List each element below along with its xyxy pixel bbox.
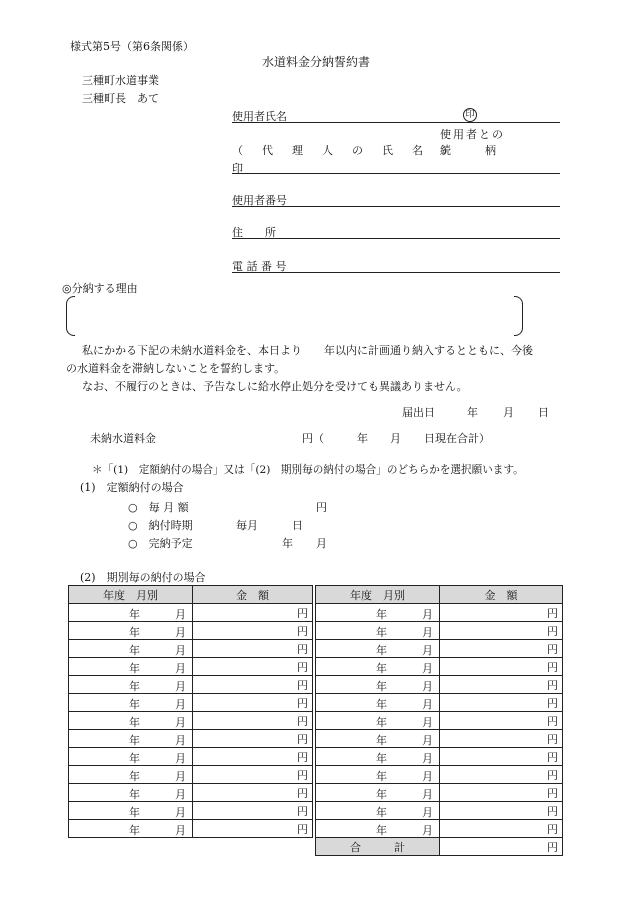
amount-yen: 円 <box>297 624 308 638</box>
total-label: 合 計 <box>316 838 440 856</box>
reason-bracket-left <box>66 296 75 336</box>
amount-yen: 円 <box>547 714 558 728</box>
amount-cell[interactable] <box>193 640 313 658</box>
amount-yen: 円 <box>547 768 558 782</box>
period-year: 年 <box>129 626 140 639</box>
period-month: 月 <box>175 734 186 747</box>
table-row <box>69 604 313 622</box>
timing-every: 毎月 <box>236 519 258 532</box>
period-year: 年 <box>376 680 387 693</box>
amount-yen: 円 <box>297 750 308 764</box>
amount-yen: 円 <box>547 822 558 836</box>
amount-cell[interactable] <box>440 676 563 694</box>
amount-cell[interactable] <box>193 784 313 802</box>
period-year: 年 <box>376 698 387 711</box>
table-row <box>316 640 563 658</box>
amount-yen: 円 <box>297 660 308 674</box>
period-month: 月 <box>422 698 433 711</box>
period-cell[interactable] <box>69 802 193 820</box>
amount-yen: 円 <box>547 642 558 656</box>
period-month: 月 <box>175 662 186 675</box>
table-row <box>69 766 313 784</box>
period-cell[interactable] <box>316 658 440 676</box>
amount-cell[interactable] <box>193 712 313 730</box>
period-month: 月 <box>422 716 433 729</box>
unpaid-month: 月 <box>390 432 401 445</box>
period-year: 年 <box>376 626 387 639</box>
table-row <box>316 658 563 676</box>
period-cell[interactable] <box>69 730 193 748</box>
period-year: 年 <box>376 752 387 765</box>
period-month: 月 <box>422 644 433 657</box>
table-row <box>69 802 313 820</box>
table-row <box>69 784 313 802</box>
timing-day: 日 <box>292 519 303 532</box>
period-cell[interactable] <box>316 604 440 622</box>
amount-cell[interactable] <box>440 784 563 802</box>
amount-cell[interactable] <box>193 676 313 694</box>
table-row <box>316 712 563 730</box>
unpaid-year: 年 <box>357 432 368 445</box>
amount-yen: 円 <box>547 624 558 638</box>
amount-yen: 円 <box>547 750 558 764</box>
period-cell[interactable] <box>69 622 193 640</box>
period-month: 月 <box>422 680 433 693</box>
period-cell[interactable] <box>316 820 440 838</box>
period-year: 年 <box>129 698 140 711</box>
unpaid-yen: 円（ <box>302 432 324 445</box>
period-year: 年 <box>129 788 140 801</box>
period-month: 月 <box>175 788 186 801</box>
amount-cell[interactable] <box>193 604 313 622</box>
relation-label-2: 続 柄 <box>440 144 500 157</box>
period-month: 月 <box>422 734 433 747</box>
period-month: 月 <box>422 608 433 621</box>
period-cell[interactable] <box>316 730 440 748</box>
period-month: 月 <box>175 752 186 765</box>
form-number: 様式第5号（第6条関係） <box>70 40 194 53</box>
address-field[interactable] <box>232 238 560 239</box>
unpaid-as-of: 日現在合計） <box>424 432 490 445</box>
amount-yen: 円 <box>547 606 558 620</box>
period-year: 年 <box>129 644 140 657</box>
period-cell[interactable] <box>316 784 440 802</box>
period-cell[interactable] <box>69 820 193 838</box>
period-year: 年 <box>376 734 387 747</box>
period-month: 月 <box>175 716 186 729</box>
period-cell[interactable] <box>69 694 193 712</box>
period-month: 月 <box>175 806 186 819</box>
period-year: 年 <box>376 788 387 801</box>
period-year: 年 <box>376 608 387 621</box>
addressee-org: 三種町水道事業 <box>82 74 159 87</box>
submission-year: 年 <box>467 406 478 419</box>
total-amount-cell[interactable] <box>440 838 563 856</box>
amount-cell[interactable] <box>193 748 313 766</box>
user-name-field[interactable] <box>232 122 560 123</box>
amount-cell[interactable] <box>440 622 563 640</box>
reason-field[interactable] <box>76 296 516 334</box>
monthly-amount-label: ○ 毎 月 額 <box>128 501 189 514</box>
period-cell[interactable] <box>69 640 193 658</box>
amount-cell[interactable] <box>440 820 563 838</box>
selection-note: ＊「(1) 定額納付の場合」又は「(2) 期別毎の納付の場合」のどちらかを選択願います。 <box>92 464 524 476</box>
address-label: 住 所 <box>232 226 276 239</box>
table-row <box>69 820 313 838</box>
table-row <box>69 694 313 712</box>
table-row <box>69 622 313 640</box>
period-month: 月 <box>422 788 433 801</box>
period-month: 月 <box>175 626 186 639</box>
amount-cell[interactable] <box>440 604 563 622</box>
period-month: 月 <box>175 680 186 693</box>
period-cell[interactable] <box>316 622 440 640</box>
completion-year: 年 <box>282 537 293 550</box>
table-row <box>316 766 563 784</box>
period-cell[interactable] <box>316 712 440 730</box>
user-name-label: 使用者氏名 <box>232 110 287 123</box>
period-cell[interactable] <box>69 784 193 802</box>
period-cell[interactable] <box>69 712 193 730</box>
period-year: 年 <box>376 644 387 657</box>
amount-yen: 円 <box>297 714 308 728</box>
period-month: 月 <box>175 644 186 657</box>
period-cell[interactable] <box>69 604 193 622</box>
period-year: 年 <box>129 662 140 675</box>
period-month: 月 <box>422 662 433 675</box>
table-row <box>69 658 313 676</box>
period-cell[interactable] <box>69 658 193 676</box>
phone-label: 電 話 番 号 <box>232 260 287 273</box>
submission-month: 月 <box>503 406 514 419</box>
amount-cell[interactable] <box>193 766 313 784</box>
periodic-heading: (2) 期別毎の納付の場合 <box>80 571 206 584</box>
amount-cell[interactable] <box>193 730 313 748</box>
period-cell[interactable] <box>69 766 193 784</box>
table-row <box>69 640 313 658</box>
unpaid-label: 未納水道料金 <box>90 432 156 445</box>
submission-date-label: 届出日 <box>402 406 435 419</box>
period-year: 年 <box>129 824 140 837</box>
period-year: 年 <box>129 752 140 765</box>
period-cell[interactable] <box>69 748 193 766</box>
amount-cell[interactable] <box>440 730 563 748</box>
table-row <box>69 712 313 730</box>
table-row <box>69 676 313 694</box>
period-cell[interactable] <box>316 766 440 784</box>
amount-cell[interactable] <box>440 712 563 730</box>
completion-label: ○ 完納予定 <box>128 537 193 550</box>
amount-cell[interactable] <box>193 658 313 676</box>
period-cell[interactable] <box>316 802 440 820</box>
amount-yen: 円 <box>547 696 558 710</box>
completion-month: 月 <box>316 537 327 550</box>
period-month: 月 <box>422 824 433 837</box>
table-row <box>316 802 563 820</box>
period-month: 月 <box>175 770 186 783</box>
period-year: 年 <box>129 608 140 621</box>
amount-cell[interactable] <box>440 766 563 784</box>
relation-label: 使用者との <box>440 128 505 141</box>
period-year: 年 <box>376 662 387 675</box>
pledge-line-2: の水道料金を滞納しないことを誓約します。 <box>66 362 286 375</box>
reason-bracket-right <box>514 296 523 336</box>
period-cell[interactable] <box>69 676 193 694</box>
table-row <box>316 820 563 838</box>
amount-yen: 円 <box>547 804 558 818</box>
amount-yen: 円 <box>297 786 308 800</box>
period-month: 月 <box>422 626 433 639</box>
period-month: 月 <box>175 608 186 621</box>
table-row <box>69 730 313 748</box>
amount-cell[interactable] <box>193 694 313 712</box>
amount-cell[interactable] <box>193 802 313 820</box>
submission-day: 日 <box>538 406 549 419</box>
amount-yen: 円 <box>297 768 308 782</box>
periodic-table-left <box>68 585 313 838</box>
period-year: 年 <box>376 824 387 837</box>
period-year: 年 <box>129 680 140 693</box>
amount-cell[interactable] <box>440 748 563 766</box>
total-yen: 円 <box>547 840 558 854</box>
period-month: 月 <box>175 824 186 837</box>
amount-yen: 円 <box>297 642 308 656</box>
agent-name-field[interactable] <box>232 173 560 174</box>
period-cell[interactable] <box>316 694 440 712</box>
period-cell[interactable] <box>316 748 440 766</box>
amount-cell[interactable] <box>193 820 313 838</box>
period-year: 年 <box>376 770 387 783</box>
col-period-header: 年度 月別 <box>316 586 440 604</box>
period-year: 年 <box>129 734 140 747</box>
amount-yen: 円 <box>547 732 558 746</box>
period-month: 月 <box>422 770 433 783</box>
table-row <box>316 748 563 766</box>
table-row <box>69 748 313 766</box>
agent-seal: 印 <box>232 162 243 175</box>
table-row <box>316 676 563 694</box>
agent-name-label: （ 代 理 人 の 氏 名 ） <box>232 144 457 157</box>
period-year: 年 <box>376 716 387 729</box>
monthly-amount-yen: 円 <box>316 501 327 514</box>
col-amount-header: 金 額 <box>440 586 563 604</box>
table-row <box>316 622 563 640</box>
period-year: 年 <box>129 770 140 783</box>
col-period-header: 年度 月別 <box>69 586 193 604</box>
amount-yen: 円 <box>297 606 308 620</box>
period-month: 月 <box>422 806 433 819</box>
timing-label: ○ 納付時期 <box>128 519 193 532</box>
fixed-heading: (1) 定額納付の場合 <box>80 481 184 494</box>
period-year: 年 <box>376 806 387 819</box>
period-cell[interactable] <box>316 640 440 658</box>
amount-cell[interactable] <box>193 622 313 640</box>
table-row <box>316 604 563 622</box>
page-title: 水道料金分納誓約書 <box>262 55 371 69</box>
amount-yen: 円 <box>297 822 308 836</box>
amount-yen: 円 <box>547 678 558 692</box>
amount-yen: 円 <box>297 732 308 746</box>
period-cell[interactable] <box>316 676 440 694</box>
addressee-head: 三種町長 あて <box>82 92 159 105</box>
col-amount-header: 金 額 <box>193 586 313 604</box>
amount-cell[interactable] <box>440 640 563 658</box>
amount-yen: 円 <box>547 786 558 800</box>
phone-field[interactable] <box>232 272 560 273</box>
pledge-line-1: 私にかかる下記の未納水道料金を、本日より 年以内に計画通り納入するとともに、今後 <box>82 344 533 357</box>
table-row <box>316 730 563 748</box>
user-number-label: 使用者番号 <box>232 194 287 207</box>
period-year: 年 <box>129 806 140 819</box>
amount-cell[interactable] <box>440 658 563 676</box>
periodic-table-right <box>315 585 563 856</box>
pledge-line-3: なお、不履行のときは、予告なしに給水停止処分を受けても異議ありません。 <box>82 380 468 393</box>
amount-cell[interactable] <box>440 694 563 712</box>
seal-mark: 印 <box>463 107 477 122</box>
period-month: 月 <box>422 752 433 765</box>
period-month: 月 <box>175 698 186 711</box>
amount-yen: 円 <box>297 804 308 818</box>
period-year: 年 <box>129 716 140 729</box>
amount-cell[interactable] <box>440 802 563 820</box>
amount-yen: 円 <box>297 678 308 692</box>
amount-yen: 円 <box>297 696 308 710</box>
table-row <box>316 694 563 712</box>
amount-yen: 円 <box>547 660 558 674</box>
reason-label: ◎分納する理由 <box>62 282 138 295</box>
user-number-field[interactable] <box>232 206 560 207</box>
table-row <box>316 784 563 802</box>
